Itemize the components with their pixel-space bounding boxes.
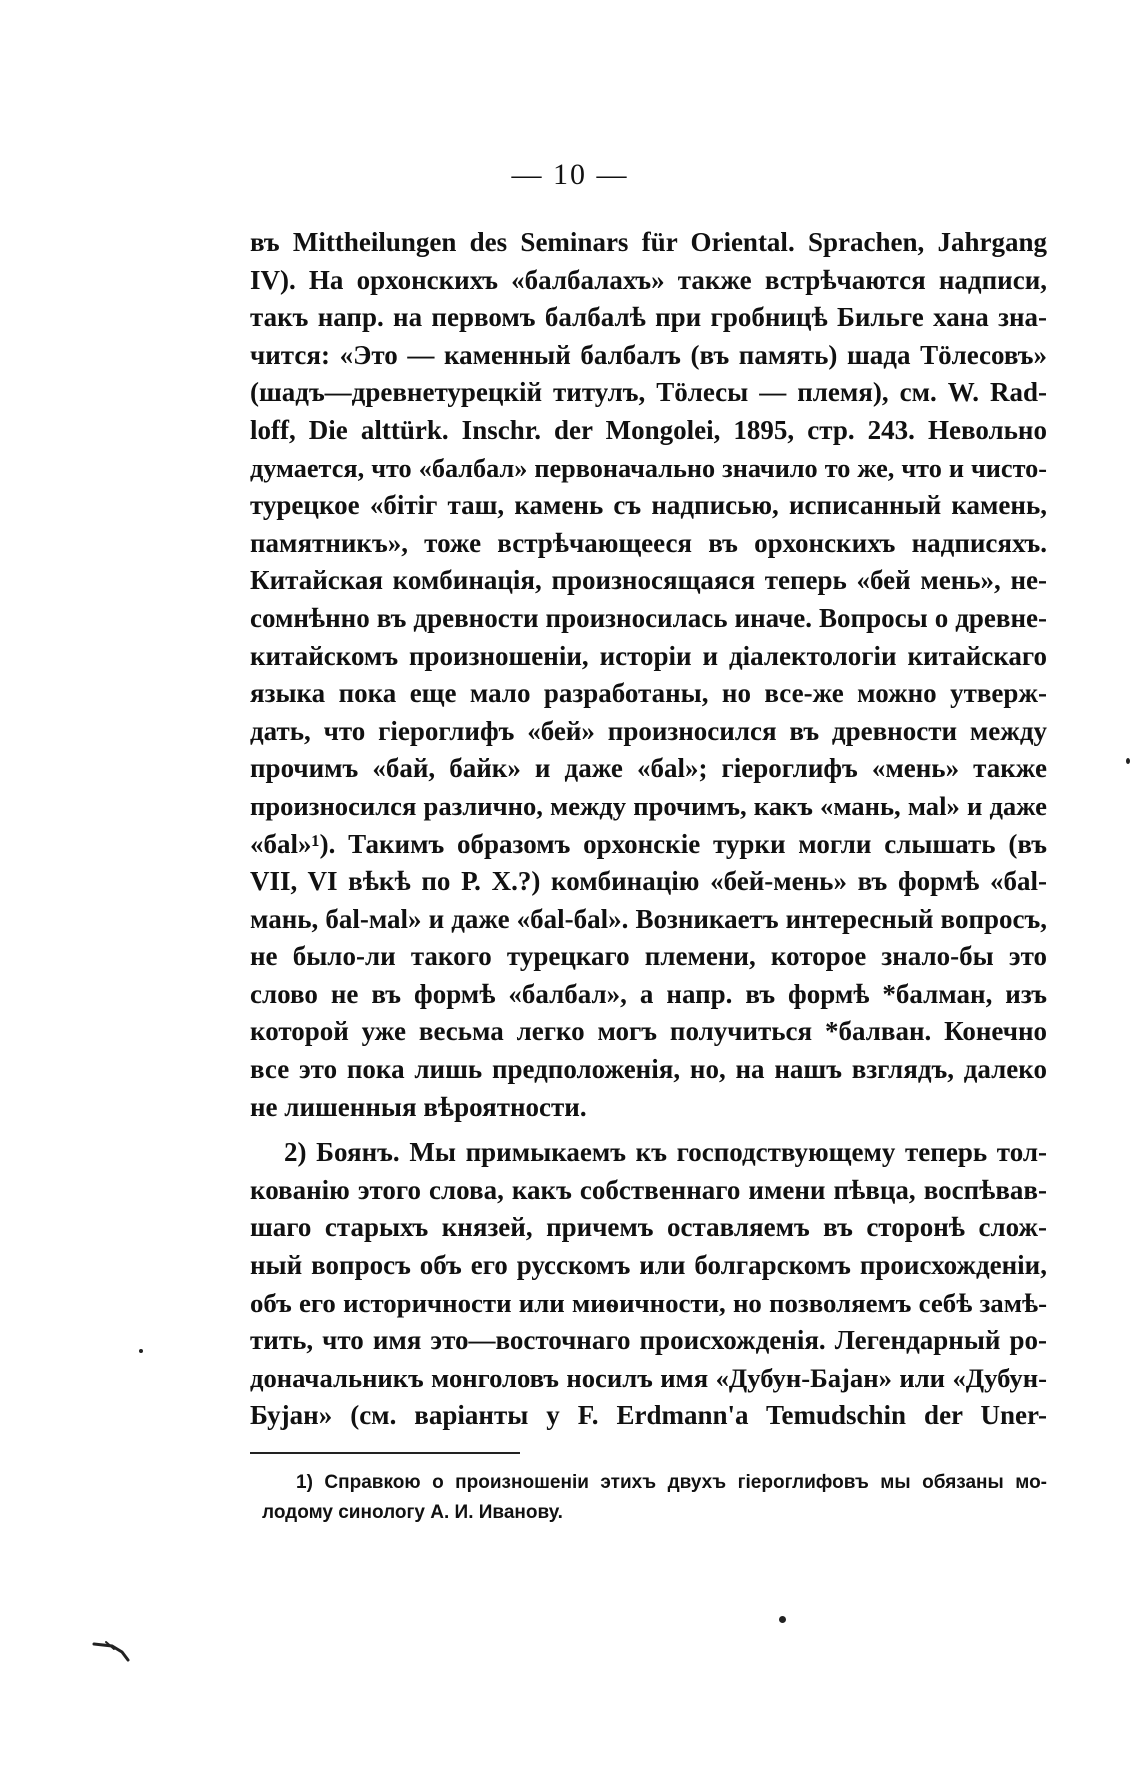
page-number: — 10 — bbox=[511, 158, 629, 191]
text-line: VII, VI вѣкѣ по Р. Х.?) комбинацію «бей-мень» въ формѣ «баl- bbox=[250, 866, 1047, 897]
text-line: IV). На орхонскихъ «балбалахъ» также встрѣчаются надписи, bbox=[250, 264, 1047, 295]
text-line: шаго старыхъ князей, причемъ оставляемъ въ сторонѣ слож- bbox=[250, 1212, 1047, 1243]
text-line: 2) Боянъ. Мы примыкаемъ къ господствующему теперь тол- bbox=[284, 1137, 1047, 1168]
footnote bbox=[262, 1468, 1047, 1528]
text-line: которой уже весьма легко могъ получиться *балван. Конечно bbox=[250, 1016, 1047, 1047]
text-line: Китайская комбинація, произносящаяся теперь «бей мень», не- bbox=[250, 565, 1047, 596]
text-line: доначальникъ монголовъ носилъ имя «Дубун-Баjан» или «Дубун- bbox=[250, 1362, 1047, 1393]
text-line: все это пока лишь предположенія, но, на нашъ взглядъ, далеко bbox=[250, 1054, 1047, 1085]
text-line: Буjан» (см. варіанты у F. Erdmann'a Temudschin der Uner- bbox=[250, 1400, 1047, 1431]
text-line: памятникъ», тоже встрѣчающееся въ орхонскихъ надписяхъ. bbox=[250, 527, 1047, 558]
text-line: (шадъ—древнетурецкій титулъ, Тöлесы — племя), см. W. Rad- bbox=[250, 377, 1047, 408]
body-text bbox=[250, 224, 1047, 1435]
text-line: не было-ли такого турецкаго племени, которое знало-бы это bbox=[250, 941, 1047, 972]
paragraph-1 bbox=[250, 224, 1047, 1126]
text-line: такъ напр. на первомъ балбалѣ при гробницѣ Бильге хана зна- bbox=[250, 302, 1047, 333]
scan-speck bbox=[779, 1616, 786, 1623]
text-line: языка пока еще мало разработаны, но все-же можно утверж- bbox=[250, 678, 1047, 709]
scan-mark-icon bbox=[92, 1640, 132, 1662]
text-line: сомнѣнно въ древности произносилась иначе. Вопросы о древне- bbox=[250, 602, 1047, 633]
footnote-line: лодому синологу А. И. Иванову. bbox=[262, 1502, 563, 1523]
text-line: думается, что «балбал» первоначально значило то же, что и чисто- bbox=[250, 453, 1047, 483]
text-line: произносился различно, между прочимъ, какъ «мань, маl» и даже bbox=[250, 790, 1047, 821]
text-line: мань, баl-маl» и даже «баl-баl». Возникаетъ интересный вопросъ, bbox=[250, 903, 1047, 934]
text-line: прочимъ «бай, байк» и даже «баl»; гіероглифъ «мень» также bbox=[250, 753, 1047, 784]
text-line: «баl»¹). Такимъ образомъ орхонскіе турки могли слышать (въ bbox=[250, 828, 1047, 859]
scan-speck bbox=[1126, 758, 1130, 764]
text-line: турецкое «бітіг таш, камень съ надписью, исписанный камень, bbox=[250, 490, 1047, 521]
text-line: ный вопросъ объ его русскомъ или болгарскомъ происхожденіи, bbox=[250, 1250, 1047, 1281]
text-line: объ его историчности или миѳичности, но позволяемъ себѣ замѣ- bbox=[250, 1287, 1047, 1318]
footnote-divider bbox=[250, 1452, 520, 1454]
scan-speck bbox=[139, 1349, 143, 1353]
text-line: тить, что имя это—восточнаго происхожденія. Легендарный ро- bbox=[250, 1325, 1047, 1356]
text-line: чится: «Это — каменный балбалъ (въ память) шада Тöлесовъ» bbox=[250, 339, 1047, 370]
text-line: слово не въ формѣ «балбал», а напр. въ формѣ *балман, изъ bbox=[250, 978, 1047, 1009]
text-line: въ Mittheilungen des Seminars für Oriental. Sprachen, Jahrgang bbox=[250, 227, 1047, 257]
text-line: кованію этого слова, какъ собственнаго имени пѣвца, воспѣвав- bbox=[250, 1174, 1047, 1205]
footnote-line: 1) Справкою о произношеніи этихъ двухъ гіероглифовъ мы обязаны мо- bbox=[296, 1472, 1047, 1493]
text-line: китайскомъ произношеніи, исторіи и діалектологіи китайскаго bbox=[250, 640, 1047, 671]
text-line: не лишенныя вѣроятности. bbox=[250, 1091, 587, 1122]
text-line: loff, Die alttürk. Inschr. der Mongolei, 1895, стр. 243. Невольно bbox=[250, 414, 1047, 445]
paragraph-2 bbox=[250, 1134, 1047, 1435]
text-line: дать, что гіероглифъ «бей» произносился въ древности между bbox=[250, 715, 1047, 746]
paragraph-gap bbox=[250, 1126, 1047, 1134]
